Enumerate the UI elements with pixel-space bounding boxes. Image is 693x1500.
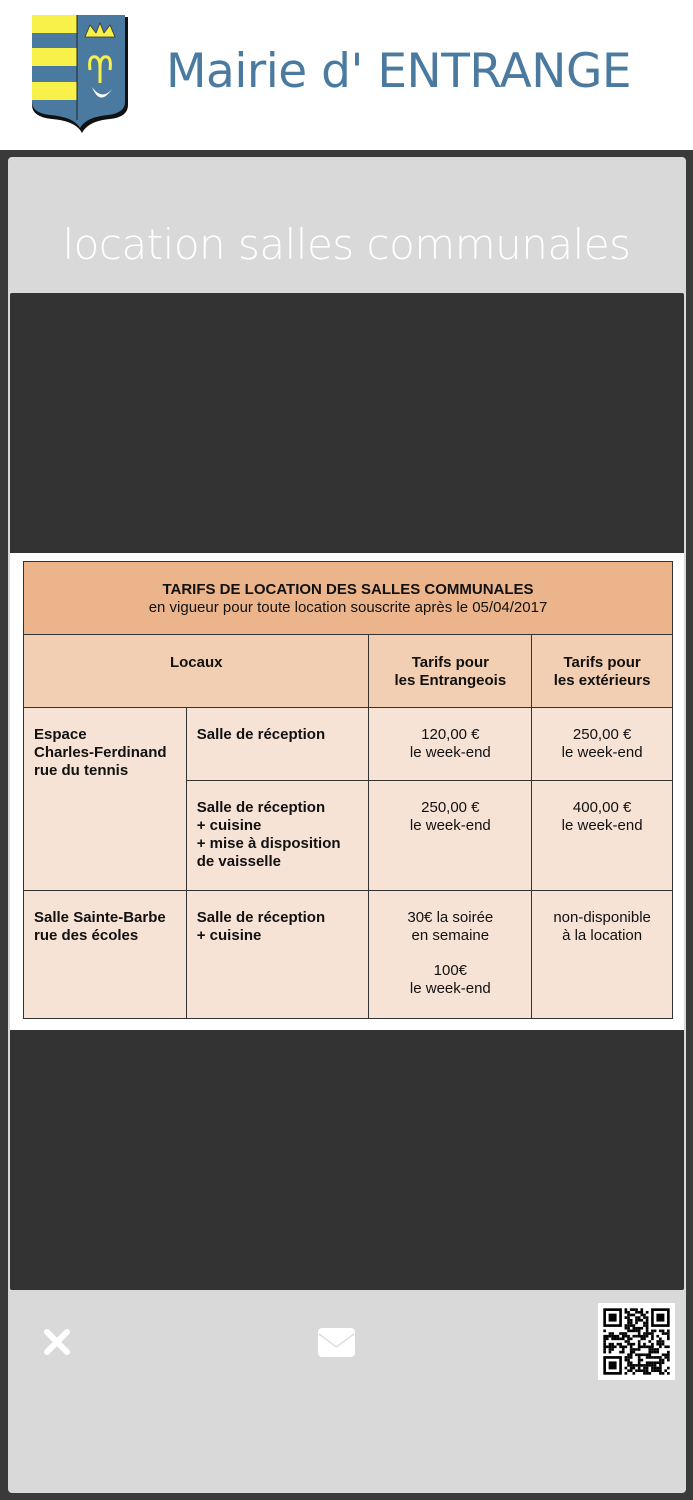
header-label: les extérieurs [553, 672, 651, 689]
envelope-icon[interactable] [318, 1328, 355, 1357]
table-row [24, 891, 673, 1019]
price-cell: 400,00 € le week-end [532, 781, 673, 891]
venue-cell: Salle Sainte-Barbe rue des écoles [24, 891, 187, 1019]
header-label: Locaux [169, 654, 223, 671]
price-cell: 250,00 € le week-end [532, 708, 673, 781]
header-label: Tarifs pour [411, 654, 489, 671]
header-label: les Entrangeois [394, 672, 507, 689]
price-cell: 120,00 € le week-end [369, 708, 532, 781]
table-subtitle: en vigueur pour toute location souscrite après le 05/04/2017 [148, 598, 548, 616]
table-row [24, 708, 673, 781]
header-entrangeois [369, 635, 532, 708]
tariff-table [23, 561, 673, 1019]
header-label: Tarifs pour [563, 654, 641, 671]
room-cell: Salle de réception [186, 708, 369, 781]
table-title: TARIFS DE LOCATION DES SALLES COMMUNALES [162, 580, 534, 598]
site-title[interactable]: Mairie d' ENTRANGE [166, 44, 632, 99]
header-locaux [24, 635, 369, 708]
room-cell: Salle de réception + cuisine + mise à disposition de vaisselle [186, 781, 369, 891]
price-cell: 250,00 € le week-end [369, 781, 532, 891]
site-header [0, 0, 693, 150]
room-cell: Salle de réception + cuisine [186, 891, 369, 1019]
coat-of-arms-icon[interactable] [30, 15, 130, 135]
price-cell: non-disponible à la location [532, 891, 673, 1019]
venue-cell: Espace Charles-Ferdinand rue du tennis [24, 708, 187, 891]
price-cell: 30€ la soirée en semaine 100€ le week-end [369, 891, 532, 1019]
qr-code-icon[interactable] [598, 1303, 675, 1380]
table-title-cell [24, 562, 673, 635]
close-icon[interactable] [42, 1327, 72, 1357]
page-title: location salles communales [62, 220, 631, 269]
header-exterieurs [532, 635, 673, 708]
